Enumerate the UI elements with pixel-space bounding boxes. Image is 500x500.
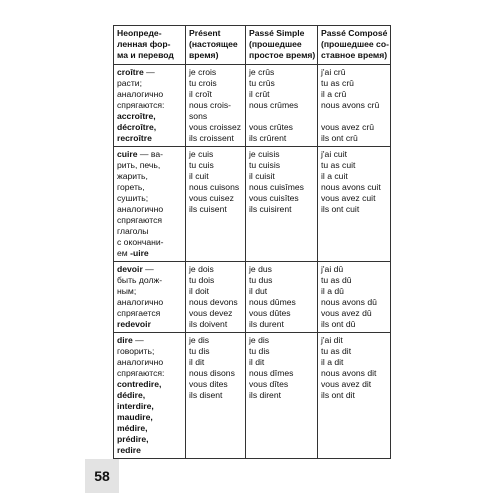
header-line: ленная фор- xyxy=(117,39,171,49)
present-cell xyxy=(186,147,246,262)
verb-line xyxy=(117,122,182,133)
verb-term: médire, xyxy=(117,423,148,433)
verb-term: décroître, xyxy=(117,122,157,132)
conjugation-form: nous crûmes xyxy=(249,100,299,110)
conjugation-form: il a cuit xyxy=(321,171,348,181)
conjugation-form: nous crois- xyxy=(189,100,232,110)
header-line: ставное время) xyxy=(321,50,388,60)
conjugation-form: je crûs xyxy=(249,67,275,77)
header-row xyxy=(114,26,391,65)
header-line: Présent xyxy=(189,28,221,38)
verb-line xyxy=(117,412,182,423)
verb-line xyxy=(117,275,182,286)
conjugation-form: il a dit xyxy=(321,357,344,367)
verb-text: аналогично xyxy=(117,297,164,307)
present-cell xyxy=(186,65,246,147)
passe-simple-cell xyxy=(246,147,318,262)
verb-line xyxy=(117,346,182,357)
conjugation-form: tu dois xyxy=(189,275,215,285)
verb-line xyxy=(117,368,182,379)
verb-text: ным; xyxy=(117,286,137,296)
conjugation-form: vous devez xyxy=(189,308,233,318)
conjugation-form: nous disons xyxy=(189,368,235,378)
passe-compose-cell xyxy=(318,147,391,262)
conjugation-form: ils ont crû xyxy=(321,133,358,143)
verb-line xyxy=(117,297,182,308)
conjugation-form: vous avez crû xyxy=(321,122,375,132)
present-cell xyxy=(186,333,246,459)
header-passe-compose xyxy=(318,26,391,65)
conjugation-form xyxy=(249,111,314,122)
conjugation-form: nous devons xyxy=(189,297,238,307)
header-infinitive xyxy=(114,26,186,65)
conjugation-form: il dut xyxy=(249,286,268,296)
conjugation-form: vous dîtes xyxy=(249,379,289,389)
conjugation-form: ils doivent xyxy=(189,319,228,329)
verb-line xyxy=(117,149,182,160)
conjugation-form: je dis xyxy=(189,335,210,345)
conjugation-form: vous crûtes xyxy=(249,122,293,132)
table-row xyxy=(114,262,391,333)
conjugation-form: tu as dû xyxy=(321,275,352,285)
conjugation-form: il cuisit xyxy=(249,171,275,181)
passe-compose-cell xyxy=(318,333,391,459)
conjugation-form: je cuisis xyxy=(249,149,280,159)
conjugation-form: j'ai dit xyxy=(321,335,343,345)
verb-line xyxy=(117,335,182,346)
conjugation-form: vous dites xyxy=(189,379,228,389)
conjugation-form: je dois xyxy=(189,264,214,274)
conjugation-form: ils ont cuit xyxy=(321,204,360,214)
verb-suffix: — xyxy=(143,67,155,77)
conjugation-form: tu dis xyxy=(189,346,210,356)
verb-line xyxy=(117,160,182,171)
conjugation-form: tu dis xyxy=(249,346,270,356)
conjugation-form xyxy=(321,111,387,122)
verb-term: interdire, xyxy=(117,401,154,411)
verb-line xyxy=(117,171,182,182)
conjugation-form: nous cuisîmes xyxy=(249,182,304,192)
verb-line xyxy=(117,445,182,456)
table-body xyxy=(114,65,391,459)
conjugation-form: il a dû xyxy=(321,286,344,296)
conjugation-form: je cuis xyxy=(189,149,214,159)
page-number: 58 xyxy=(85,459,119,493)
verb-line xyxy=(117,111,182,122)
verb-suffix: — xyxy=(142,264,154,274)
conjugation-form: il dit xyxy=(249,357,265,367)
verb-term: cuire xyxy=(117,149,138,159)
verb-line xyxy=(117,264,182,275)
header-line: Passé Simple xyxy=(249,28,305,38)
header-line: простое время) xyxy=(249,50,316,60)
passe-compose-cell xyxy=(318,262,391,333)
conjugation-form: il croît xyxy=(189,89,212,99)
verb-line xyxy=(117,379,182,390)
header-line: Passé Composé xyxy=(321,28,388,38)
conjugation-form: tu crûs xyxy=(249,78,275,88)
verb-cell xyxy=(114,262,186,333)
conjugation-form: sons xyxy=(189,111,208,121)
verb-text: расти; xyxy=(117,78,142,88)
conjugation-form: nous avons dit xyxy=(321,368,377,378)
conjugation-form: vous avez dû xyxy=(321,308,372,318)
verb-line xyxy=(117,286,182,297)
conjugation-form: ils durent xyxy=(249,319,284,329)
conjugation-form: ils disent xyxy=(189,390,223,400)
conjugation-form: nous cuisons xyxy=(189,182,240,192)
verb-text: рить, печь, xyxy=(117,160,161,170)
verb-line xyxy=(117,78,182,89)
verb-cell xyxy=(114,333,186,459)
conjugation-table xyxy=(113,25,391,459)
conjugation-form: tu as dit xyxy=(321,346,352,356)
passe-simple-cell xyxy=(246,65,318,147)
verb-cell xyxy=(114,147,186,262)
header-present xyxy=(186,26,246,65)
verb-term: redevoir xyxy=(117,319,151,329)
conjugation-form: vous croissez xyxy=(189,122,242,132)
conjugation-form: vous cuisez xyxy=(189,193,234,203)
conjugation-form: il dit xyxy=(189,357,205,367)
verb-term: redire xyxy=(117,445,141,455)
conjugation-form: ils ont dit xyxy=(321,390,355,400)
verb-text: говорить; xyxy=(117,346,155,356)
conjugation-form: je dus xyxy=(249,264,272,274)
conjugation-form: j'ai dû xyxy=(321,264,344,274)
conjugation-form: ils crûrent xyxy=(249,133,287,143)
verb-text: жарить, xyxy=(117,171,148,181)
conjugation-form: ils croissent xyxy=(189,133,234,143)
present-cell xyxy=(186,262,246,333)
verb-line xyxy=(117,67,182,78)
conjugation-form: je dis xyxy=(249,335,270,345)
passe-simple-cell xyxy=(246,333,318,459)
verb-text: спрягаются: xyxy=(117,368,165,378)
verb-term: dédire, xyxy=(117,390,146,400)
conjugation-form: il cuit xyxy=(189,171,209,181)
conjugation-form: tu as cuit xyxy=(321,160,356,170)
verb-line xyxy=(117,401,182,412)
header-line: Неопреде- xyxy=(117,28,162,38)
conjugation-form: j'ai crû xyxy=(321,67,346,77)
conjugation-form: j'ai cuit xyxy=(321,149,347,159)
verb-line xyxy=(117,308,182,319)
verb-text: спрягаются: xyxy=(117,100,165,110)
conjugation-form: ils cuisent xyxy=(189,204,227,214)
verb-term: maudire, xyxy=(117,412,153,422)
verb-line xyxy=(117,100,182,111)
conjugation-form: nous dîmes xyxy=(249,368,294,378)
passe-compose-cell xyxy=(318,65,391,147)
header-line: время) xyxy=(189,50,219,60)
verb-text: спрягаются xyxy=(117,215,163,225)
verb-term: contredire, xyxy=(117,379,162,389)
verb-text: сушить; xyxy=(117,193,149,203)
header-line: ма и перевод xyxy=(117,50,174,60)
verb-text: ем xyxy=(117,248,128,258)
verb-line xyxy=(117,248,182,259)
conjugation-form: tu dus xyxy=(249,275,273,285)
header-line: (настоящее xyxy=(189,39,238,49)
verb-line xyxy=(117,182,182,193)
header-line: (прошедшее xyxy=(249,39,302,49)
verb-suffix: — xyxy=(132,335,144,345)
conjugation-form: il doit xyxy=(189,286,210,296)
verb-text: аналогично xyxy=(117,357,164,367)
verb-line xyxy=(117,204,182,215)
verb-text: глаголы xyxy=(117,226,149,236)
conjugation-form: nous avons crû xyxy=(321,100,380,110)
verb-term: devoir xyxy=(117,264,143,274)
conjugation-form: vous dûtes xyxy=(249,308,291,318)
conjugation-form: tu cuis xyxy=(189,160,214,170)
header-line: (прошедшее со- xyxy=(321,39,389,49)
conjugation-form: ils ont dû xyxy=(321,319,356,329)
table-row xyxy=(114,147,391,262)
verb-text: быть долж- xyxy=(117,275,163,285)
conjugation-form: vous avez cuit xyxy=(321,193,376,203)
conjugation-form: je crois xyxy=(189,67,217,77)
verb-term: dire xyxy=(117,335,133,345)
conjugation-form: il crût xyxy=(249,89,270,99)
verb-line xyxy=(117,434,182,445)
verb-text: спрягается xyxy=(117,308,161,318)
header-passe-simple xyxy=(246,26,318,65)
verb-line xyxy=(117,357,182,368)
conjugation-form: nous avons cuit xyxy=(321,182,381,192)
conjugation-form: tu cuisis xyxy=(249,160,281,170)
verb-suffix: — ва- xyxy=(137,149,164,159)
table-row xyxy=(114,65,391,147)
verb-term: recroître xyxy=(117,133,152,143)
verb-line xyxy=(117,423,182,434)
verb-line xyxy=(117,193,182,204)
verb-text: гореть, xyxy=(117,182,145,192)
conjugation-form: tu as crû xyxy=(321,78,354,88)
verb-term: prédire, xyxy=(117,434,149,444)
conjugation-form: il a crû xyxy=(321,89,347,99)
conjugation-form: tu crois xyxy=(189,78,217,88)
verb-line xyxy=(117,237,182,248)
verb-line xyxy=(117,215,182,226)
verb-text: аналогично xyxy=(117,204,164,214)
conjugation-form: nous dûmes xyxy=(249,297,296,307)
conjugation-form: ils dirent xyxy=(249,390,281,400)
verb-line xyxy=(117,390,182,401)
table-row xyxy=(114,333,391,459)
verb-term: accroître, xyxy=(117,111,156,121)
verb-line xyxy=(117,226,182,237)
conjugation-form: ils cuisirent xyxy=(249,204,292,214)
verb-line xyxy=(117,133,182,144)
verb-text: аналогично xyxy=(117,89,164,99)
verb-line xyxy=(117,319,182,330)
conjugation-form: nous avons dû xyxy=(321,297,377,307)
verb-term: croître xyxy=(117,67,144,77)
verb-cell xyxy=(114,65,186,147)
verb-ending: -uire xyxy=(127,248,149,258)
verb-text: с окончани- xyxy=(117,237,164,247)
conjugation-form: vous cuisîtes xyxy=(249,193,299,203)
conjugation-form: vous avez dit xyxy=(321,379,372,389)
verb-line xyxy=(117,89,182,100)
passe-simple-cell xyxy=(246,262,318,333)
